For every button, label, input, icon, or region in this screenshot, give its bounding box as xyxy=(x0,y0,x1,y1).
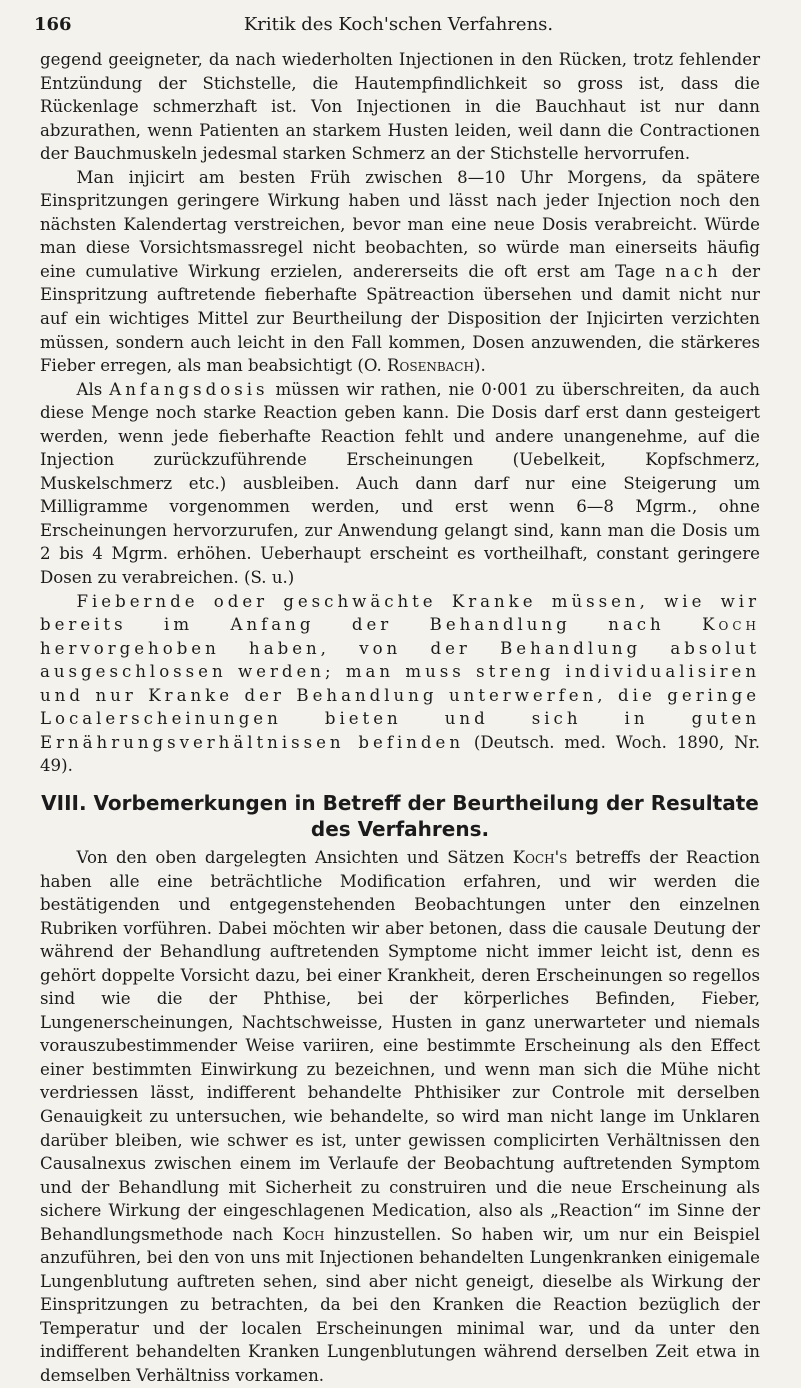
section-heading: VIII. Vorbemerkungen in Betreff der Beurtheilung der Resultate des Verfahrens. xyxy=(41,790,759,841)
paragraph-text: Von den oben dargelegten Ansichten und Sätzen xyxy=(76,847,513,867)
emphasis-spaced: nach xyxy=(665,261,722,281)
paragraph-text: gegend geeigneter, da nach wiederholten Injectionen in den Rücken, trotz fehlender Entzündung der Stichstelle, die Hautempfindlichkeit so gross ist, dass die Rückenlage schmerzhaft ist. Von Injectionen in die Bauchhaut ist nur dann abzurathen, wenn Patienten an starkem Husten leiden, weil dann die Contractionen der Bauchmuskeln jedesmal starken Schmerz an der Stichstelle hervorrufen. xyxy=(40,50,760,164)
paragraph-text: der Einspritzung auftretende fieberhafte Spätreaction übersehen und damit nicht nur auf ein wichtiges Mittel zur Beurtheilung der Disposition der Injicirten verzichten müssen, sondern auch leicht in den Fall kommen, Dosen anzuwenden, die stärkeres Fieber erregen, als man beabsichtigt (O. xyxy=(40,261,761,376)
paragraph-1 xyxy=(40,48,760,166)
author-name: Koch xyxy=(282,1224,325,1244)
paragraph-text: betreffs der Reaction haben alle eine beträchtliche Modification erfahren, und wir werden die bestätigenden und entgegenstehenden Beobachtungen unter den einzelnen Rubriken vorführen. Dabei möchten wir aber betonen, dass die causale Deutung der während der Behandlung auftretenden Symptome nicht immer leicht ist, denn es gehört doppelte Vorsicht dazu, bei einer Krankheit, deren Erscheinungen so regellos sind wie die der Phthise, bei der körperliches Befinden, Fieber, Lungenerscheinungen, Nachtschweisse, Husten in ganz unerwarteter und niemals vorauszubestimmender Weise variiren, eine bestimmte Erscheinung als den Effect einer bestimmten Einwirkung zu bezeichnen, und wenn man sich die Mühe nicht verdriessen lässt, indifferent behandelte Phthisiker zur Controle mit derselben Genauigkeit zu untersuchen, wie behandelte, so wird man nicht lange im Unklaren darüber bleiben, wie schwer es ist, unter gewissen complicirten Verhältnissen den Causalnexus zwischen einem im Verlaufe der Beobachtung auftretenden Symptom und der Behandlung mit Sicherheit zu construiren und die neue Erscheinung als sichere Wirkung der eingeschlagenen Medication, also als „Reaction“ im Sinne der Behandlungsmethode nach xyxy=(40,847,760,1244)
citation: (Deutsch. med. Woch. 1890, Nr. 49). xyxy=(40,732,760,776)
paragraph-4 xyxy=(40,590,760,778)
paragraph-text: Als xyxy=(76,379,110,399)
paragraph-text: hinzustellen. So haben wir, um nur ein Beispiel anzuführen, bei den von uns mit Injectionen behandelten Lungenkranken einigemale Lungenblutung auftreten sehen, sind aber nicht geneigt, dieselbe als Wirkung der Einspritzungen zu betrachten, da bei den Kranken die Reaction bezüglich der Temperatur und der localen Erscheinungen minimal war, und da unter den indifferent behandelten Kranken Lungenblutungen während derselben Zeit etwa in demselben Verhältniss vorkamen. xyxy=(40,1224,760,1385)
emphasis-spaced: Fiebernde oder geschwächte Kranke müssen, wie wir bereits im Anfang der Behandlung nach xyxy=(40,591,760,635)
paragraph-2 xyxy=(40,166,760,378)
paragraph-5 xyxy=(40,846,760,1388)
page-header xyxy=(34,14,763,38)
emphasis-spaced: Anfangsdosis xyxy=(109,379,269,399)
paragraph-3 xyxy=(40,378,760,590)
page-number: 166 xyxy=(34,14,72,35)
author-name: Koch xyxy=(702,615,760,635)
body-text xyxy=(40,48,760,1388)
emphasis-spaced: hervorgehoben haben, von der Behandlung absolut ausgeschlossen werden; man muss streng individualisiren und nur Kranke der Behandlung unterwerfen, die geringe Localerscheinungen bieten und sich in guten Ernährungsverhältnissen befinden xyxy=(40,638,760,752)
author-name: Rosenbach xyxy=(387,356,474,376)
running-title: Kritik des Koch'schen Verfahrens. xyxy=(243,14,554,35)
paragraph-text: müssen wir rathen, nie 0·001 zu überschreiten, da auch diese Menge noch starke Reaction geben kann. Die Dosis darf erst dann gesteigert werden, wenn jede fieberhafte Reaction fehlt und andere unangenehme, auf die Injection zurückzuführende Erscheinungen (Uebelkeit, Kopfschmerz, Muskelschmerz etc.) ausbleiben. Auch dann darf nur eine Steigerung um Milligramme vorgenommen werden, und erst wenn 6—8 Mgrm., ohne Erscheinungen hervorzurufen, zur Anwendung gelangt sind, kann man die Dosis um 2 bis 4 Mgrm. erhöhen. Ueberhaupt erscheint es vortheilhaft, constant geringere Dosen zu verabreichen. (S. u.) xyxy=(40,379,760,588)
author-name: Koch's xyxy=(512,847,568,867)
paragraph-text: Man injicirt am besten Früh zwischen 8—10 Uhr Morgens, da spätere Einspritzungen geringere Wirkung haben und lässt nach jeder Injection noch den nächsten Kalendertag verstreichen, bevor man eine neue Dosis verabreicht. Würde man diese Vorsichtsmassregel nicht beobachten, so würde man einerseits häufig eine cumulative Wirkung erzielen, andererseits die oft erst am Tage xyxy=(40,167,760,281)
paragraph-text: ). xyxy=(473,356,486,376)
